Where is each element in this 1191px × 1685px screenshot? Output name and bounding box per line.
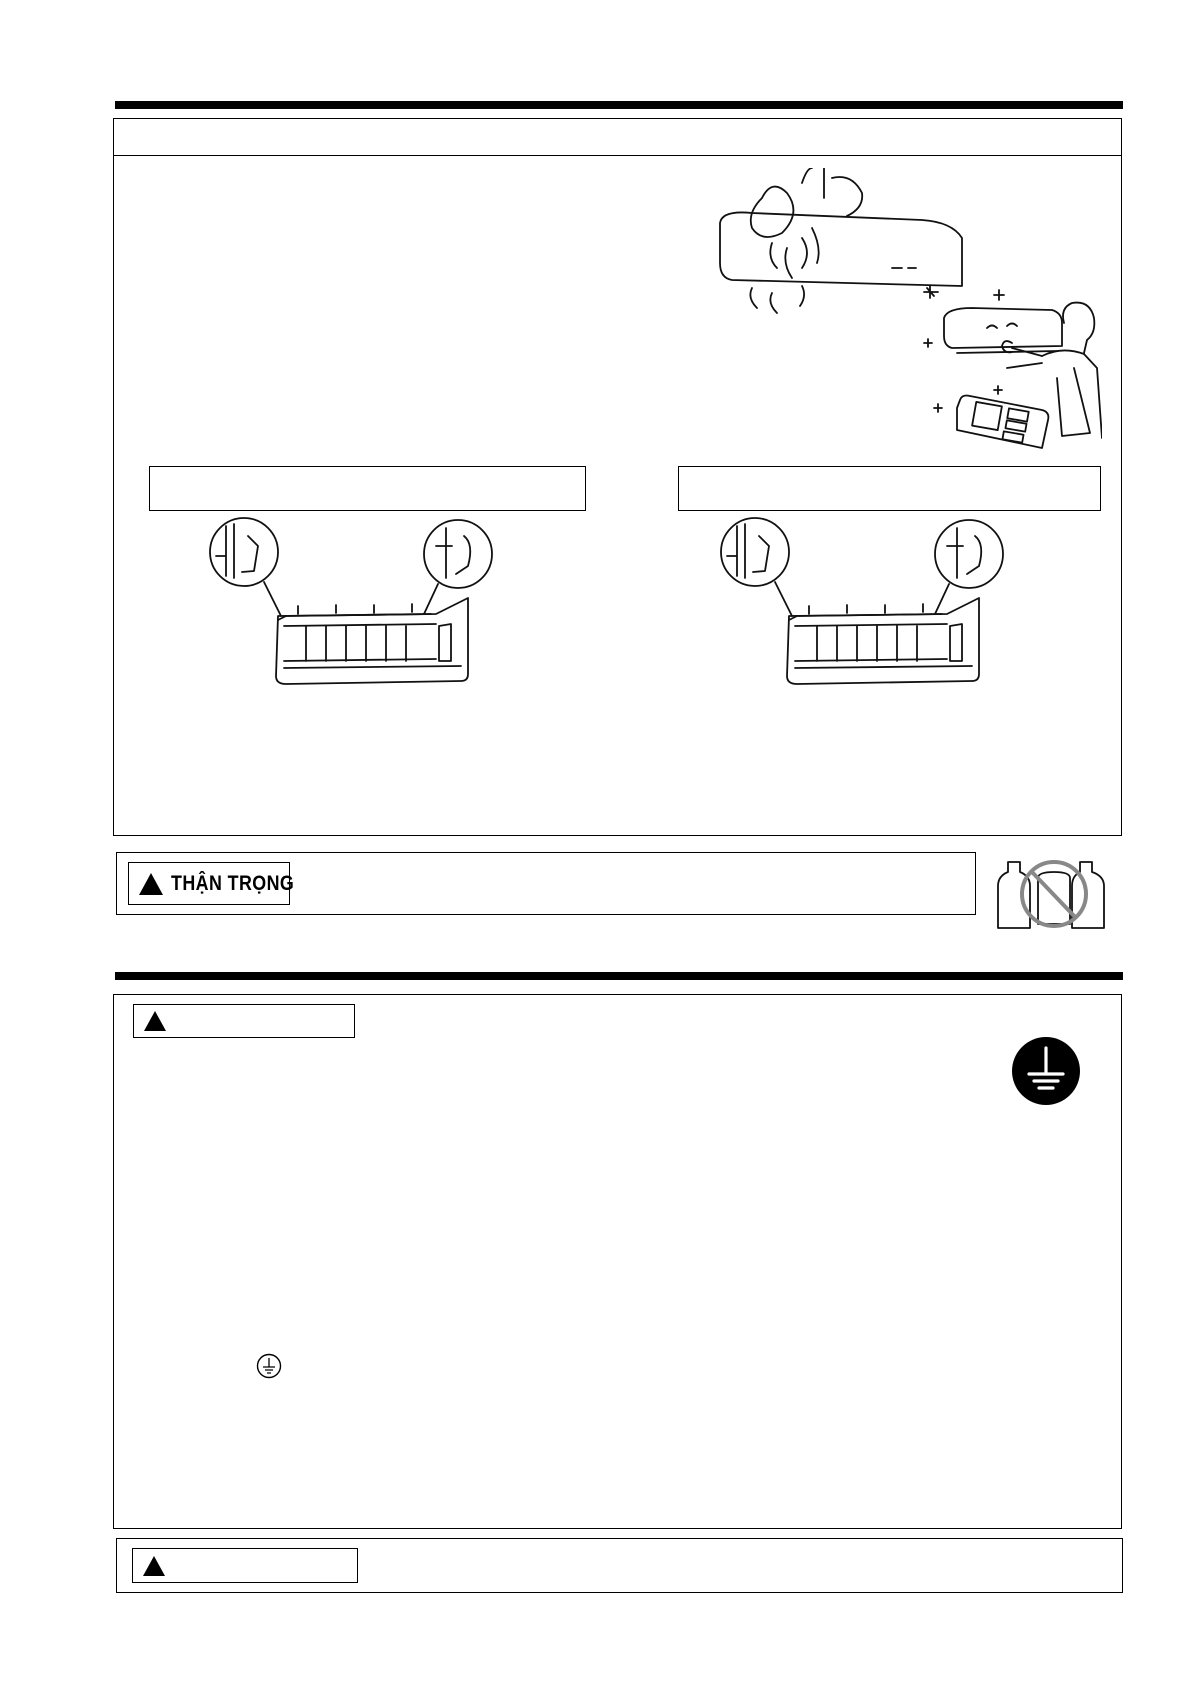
warning-triangle-icon-3 — [143, 1556, 165, 1576]
warning-triangle-icon-2 — [144, 1011, 166, 1031]
no-solvents-icon — [994, 852, 1112, 934]
sub-box-right — [678, 466, 1101, 511]
earth-ground-icon — [1011, 1036, 1081, 1106]
warning-badge — [133, 1004, 355, 1038]
cleaning-panel-illustration — [712, 168, 1102, 463]
warning-triangle-icon — [139, 873, 163, 895]
warning-badge-2 — [132, 1548, 358, 1583]
sub-box-left — [149, 466, 586, 511]
section-1-rule — [115, 101, 1123, 109]
indoor-unit-open-illustration-right — [717, 516, 1007, 688]
indoor-unit-open-illustration — [206, 516, 496, 688]
caution-label: THẬN TRỌNG — [171, 871, 295, 895]
section-2-rule — [115, 972, 1123, 980]
section-1-header-line — [113, 155, 1122, 156]
caution-badge — [128, 862, 295, 905]
earth-ground-small-icon — [256, 1353, 282, 1379]
section-2-box — [113, 994, 1122, 1529]
